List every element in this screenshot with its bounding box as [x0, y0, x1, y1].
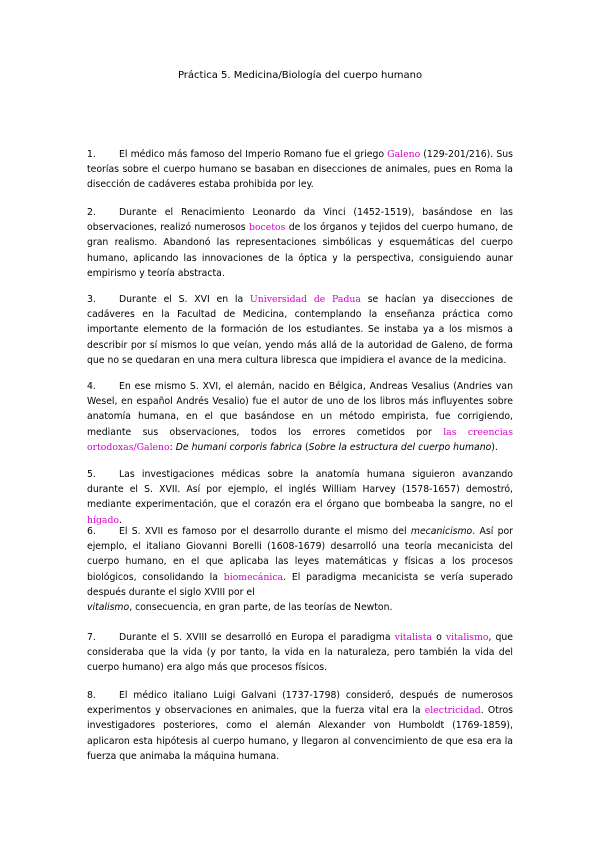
body-text: , que consideraba que la vida (y por tanto, la vida en la naturaleza, pero también la vida del cuerpo humano) era algo más que procesos físicos. — [87, 632, 513, 674]
highlighted-term: Universidad de Padua — [249, 294, 361, 305]
paragraph — [87, 205, 513, 281]
paragraph-number: 2. — [87, 207, 96, 218]
body-text: Durante el Renacimiento Leonardo da Vinci (1452-1519), basándose en las observaciones, realizó numerosos — [87, 207, 513, 234]
paragraph-number: 3. — [87, 294, 96, 305]
body-text: Las investigaciones médicas sobre la anatomía humana siguieron avanzando durante el S. XVII. Así por ejemplo, el inglés William Harvey (1578-1657) demostró, mediante experimentación, que el corazón era el órgano que bombeaba la sangre, no el — [87, 469, 513, 511]
body-text: En ese mismo S. XVI, el alemán, nacido en Bélgica, Andreas Vesalius (Andries van Wesel, en español Andrés Vesalio) fue el autor de uno de los libros más influyentes sobre anatomía humana, en el que basándose en un método empirista, fue corrigiendo, mediante sus observaciones, todos los errores cometidos por — [87, 381, 513, 438]
italic-text: vitalismo — [87, 602, 130, 614]
highlighted-term: las creencias ortodoxas/Galeno — [87, 426, 513, 453]
paragraph — [87, 147, 513, 193]
highlighted-term: vitalismo — [445, 632, 489, 643]
body-text: Durante el S. XVIII se desarrolló en Europa el paradigma — [119, 632, 395, 643]
highlighted-term: biomecánica — [223, 571, 284, 583]
body-text: Durante el S. XVI en la — [119, 294, 250, 305]
body-text: se hacían ya disecciones de cadáveres en la Facultad de Medicina, contemplando la enseñanza práctica como importante elemento de la formación de los estudiantes. Se instaba ya a los mismos a describir por sí mismos lo que veían, yendo más allá de la autoridad de Galeno, de forma que no se quedaran en una mera cultura libresca que impidiera el avance de la medicina. — [87, 294, 513, 366]
italic-text: De humani corporis fabrica — [175, 441, 303, 453]
paragraph-number: 8. — [87, 690, 96, 701]
body-text: . — [119, 514, 122, 526]
body-text: . Así por ejemplo, el italiano Giovanni Borelli (1608-1679) desarrolló una teoría mecanicista del cuerpo humano, en el que aplicaba las leyes matemáticas y físicas a los procesos biológicos, consolidando la — [87, 526, 513, 583]
paragraph — [87, 379, 513, 455]
paragraph-number: 7. — [87, 632, 96, 643]
body-text: de los órganos y tejidos del cuerpo humano, de gran realismo. Abandonó las representaciones simbólicas y esquemáticas del cuerpo humano, aplicando las innovaciones de la óptica y la perspectiva, consiguiendo aunar empirismo y teoría abstracta. — [87, 222, 514, 279]
body-text: . El paradigma mecanicista se vería superado después durante el siglo XVIII por el — [87, 571, 513, 598]
body-text: ( — [302, 441, 309, 453]
paragraph — [87, 292, 513, 368]
paragraph-number: 6. — [87, 526, 96, 537]
body-text: , consecuencia, en gran parte, de las teorías de Newton. — [129, 602, 393, 614]
paragraph — [87, 467, 513, 528]
highlighted-term: bocetos — [249, 222, 286, 234]
paragraph-number: 1. — [87, 149, 96, 160]
body-text: El médico más famoso del Imperio Romano fue el griego — [119, 149, 388, 160]
paragraph — [87, 688, 513, 764]
body-text: (129-201/216). Sus teorías sobre el cuerpo humano se basaban en disecciones de animales, pues en Roma la disección de cadáveres estaba prohibida por ley. — [87, 149, 513, 191]
body-text: . Otros investigadores posteriores, como el alemán Alexander von Humboldt (1769-1859), aplicaron esta hipótesis al cuerpo humano, y llegaron al convencimiento de que esa era la fuerza que animaba la máquina humana. — [87, 705, 513, 762]
body-text: El médico italiano Luigi Galvani (1737-1798) consideró, después de numerosos experimentos y observaciones en animales, que la fuerza vital era la — [87, 690, 513, 717]
highlighted-term: Galeno — [387, 149, 421, 160]
highlighted-term: vitalista — [394, 632, 433, 643]
body-text: El S. XVII es famoso por el desarrollo durante el mismo del — [119, 526, 411, 537]
paragraph-number: 4. — [87, 381, 96, 392]
highlighted-term: electricidad — [424, 705, 481, 717]
paragraph — [87, 524, 513, 615]
page-title: Práctica 5. Medicina/Biología del cuerpo humano — [177, 70, 423, 81]
italic-text: Sobre la estructura del cuerpo humano — [308, 441, 492, 453]
body-text: ). — [491, 441, 498, 453]
body-text: o — [432, 632, 446, 643]
body-text: : — [169, 441, 176, 453]
italic-text: mecanicismo — [410, 526, 473, 537]
highlighted-term: hígado — [87, 514, 120, 526]
paragraph — [87, 630, 513, 676]
paragraph-number: 5. — [87, 469, 96, 480]
